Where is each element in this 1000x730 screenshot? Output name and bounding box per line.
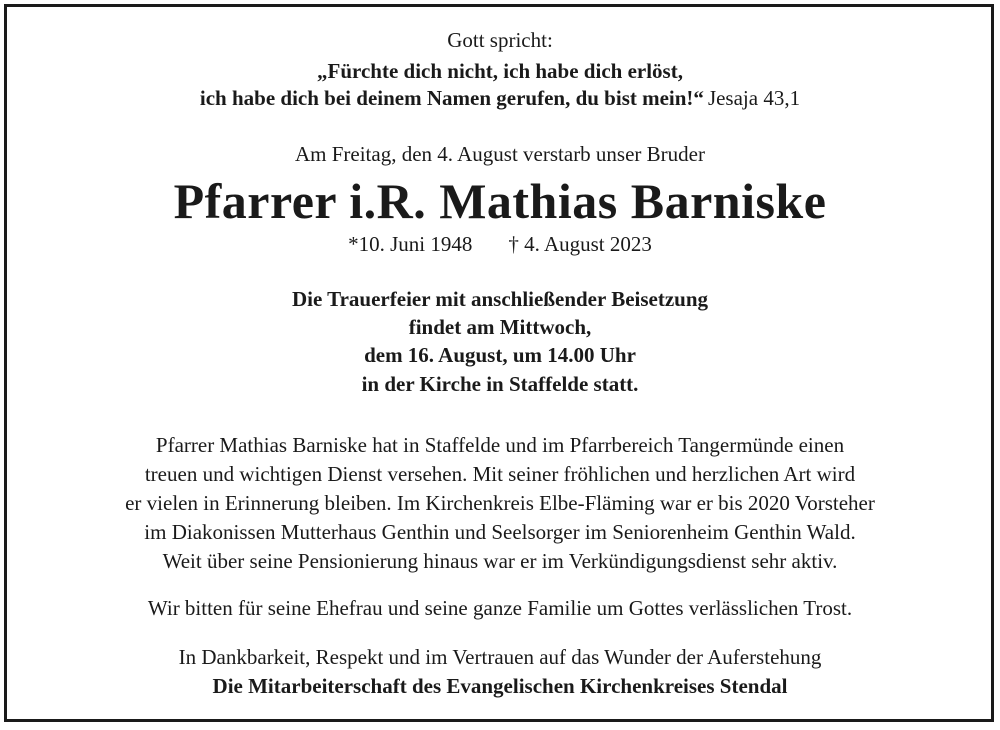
service-line-2: findet am Mittwoch, [408,315,592,339]
prayer-line: Wir bitten für seine Ehefrau und seine ganze Familie um Gottes verlässlichen Trost. [147,596,853,620]
death-date: † 4. August 2023 [508,232,652,256]
tribute-line-5: Weit über seine Pensionierung hinaus war er im Verkündigungsdienst sehr aktiv. [162,549,838,573]
quote-line-1: „Fürchte dich nicht, ich habe dich erlöst, [317,59,683,83]
bible-reference: Jesaja 43,1 [707,86,801,110]
tribute-line-1: Pfarrer Mathias Barniske hat in Staffelde und im Pfarrbereich Tangermünde einen [155,433,845,457]
service-line-4: in der Kirche in Staffelde statt. [361,372,639,396]
life-dates [0,232,1000,257]
tribute-line-3: er vielen in Erinnerung bleiben. Im Kirchenkreis Elbe-Fläming war er bis 2020 Vorsteher [125,491,875,515]
tribute-line-4: im Diakonissen Mutterhaus Genthin und Seelsorger im Seniorenheim Genthin Wald. [144,520,856,544]
service-line-3: dem 16. August, um 14.00 Uhr [364,343,636,367]
deceased-name: Pfarrer i.R. Mathias Barniske [173,173,827,229]
header-intro: Gott spricht: [447,28,553,52]
birth-date: *10. Juni 1948 [348,232,473,256]
signature-line: Die Mitarbeiterschaft des Evangelischen Kirchenkreises Stendal [212,674,788,698]
quote-line-2: ich habe dich bei deinem Namen gerufen, du bist mein!“ [199,86,704,110]
announcement-lead: Am Freitag, den 4. August verstarb unser Bruder [294,142,705,166]
closing-line: In Dankbarkeit, Respekt und im Vertrauen auf das Wunder der Auferstehung [178,645,822,669]
service-line-1: Die Trauerfeier mit anschließender Beisetzung [291,287,709,311]
quote-line-2-row [0,86,1000,111]
tribute-line-2: treuen und wichtigen Dienst versehen. Mit seiner fröhlichen und herzlichen Art wird [144,462,856,486]
